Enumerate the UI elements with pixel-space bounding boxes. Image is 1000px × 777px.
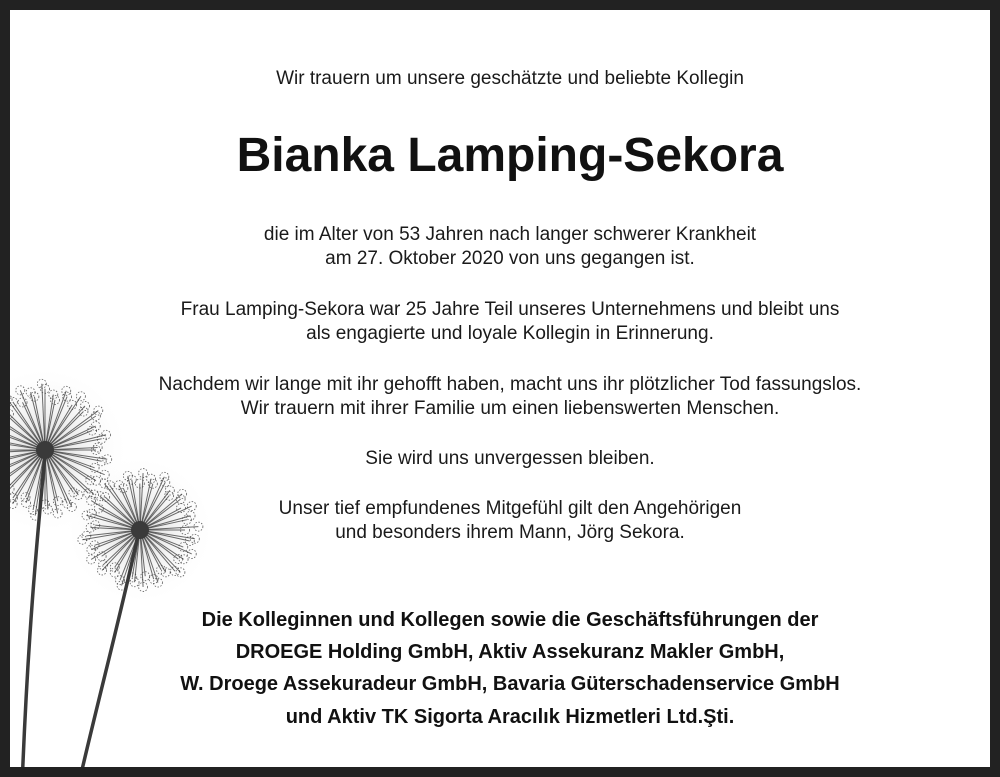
signature-line-3: W. Droege Assekuradeur GmbH, Bavaria Güterschadenservice GmbH (180, 673, 840, 695)
paragraph-3-line-1: Nachdem wir lange mit ihr gehofft haben, macht uns ihr plötzlicher Tod fassungslos. (158, 374, 862, 395)
paragraph-2-line-1: Frau Lamping-Sekora war 25 Jahre Teil unseres Unternehmens und bleibt uns (180, 299, 840, 320)
paragraph-5-line-2: und besonders ihrem Mann, Jörg Sekora. (335, 522, 685, 543)
paragraph-5-line-1: Unser tief empfundenes Mitgefühl gilt den Angehörigen (278, 498, 742, 519)
signature-line-1: Die Kolleginnen und Kollegen sowie die Geschäftsführungen der (201, 609, 819, 631)
signature-line-2: DROEGE Holding GmbH, Aktiv Assekuranz Makler GmbH, (235, 641, 785, 663)
deceased-name: Bianka Lamping-Sekora (236, 129, 784, 182)
paragraph-4-line-1: Sie wird uns unvergessen bleiben. (365, 448, 655, 469)
intro-line: Wir trauern um unsere geschätzte und beliebte Kollegin (276, 68, 744, 89)
paragraph-1-line-2: am 27. Oktober 2020 von uns gegangen ist. (325, 248, 695, 269)
signature-line-4: und Aktiv TK Sigorta Aracılık Hizmetleri Ltd.Şti. (285, 706, 735, 728)
paragraph-1-line-1: die im Alter von 53 Jahren nach langer schwerer Krankheit (263, 224, 757, 245)
paragraph-2-line-2: als engagierte und loyale Kollegin in Erinnerung. (306, 323, 714, 344)
paragraph-3-line-2: Wir trauern mit ihrer Familie um einen liebenswerten Menschen. (240, 398, 780, 419)
